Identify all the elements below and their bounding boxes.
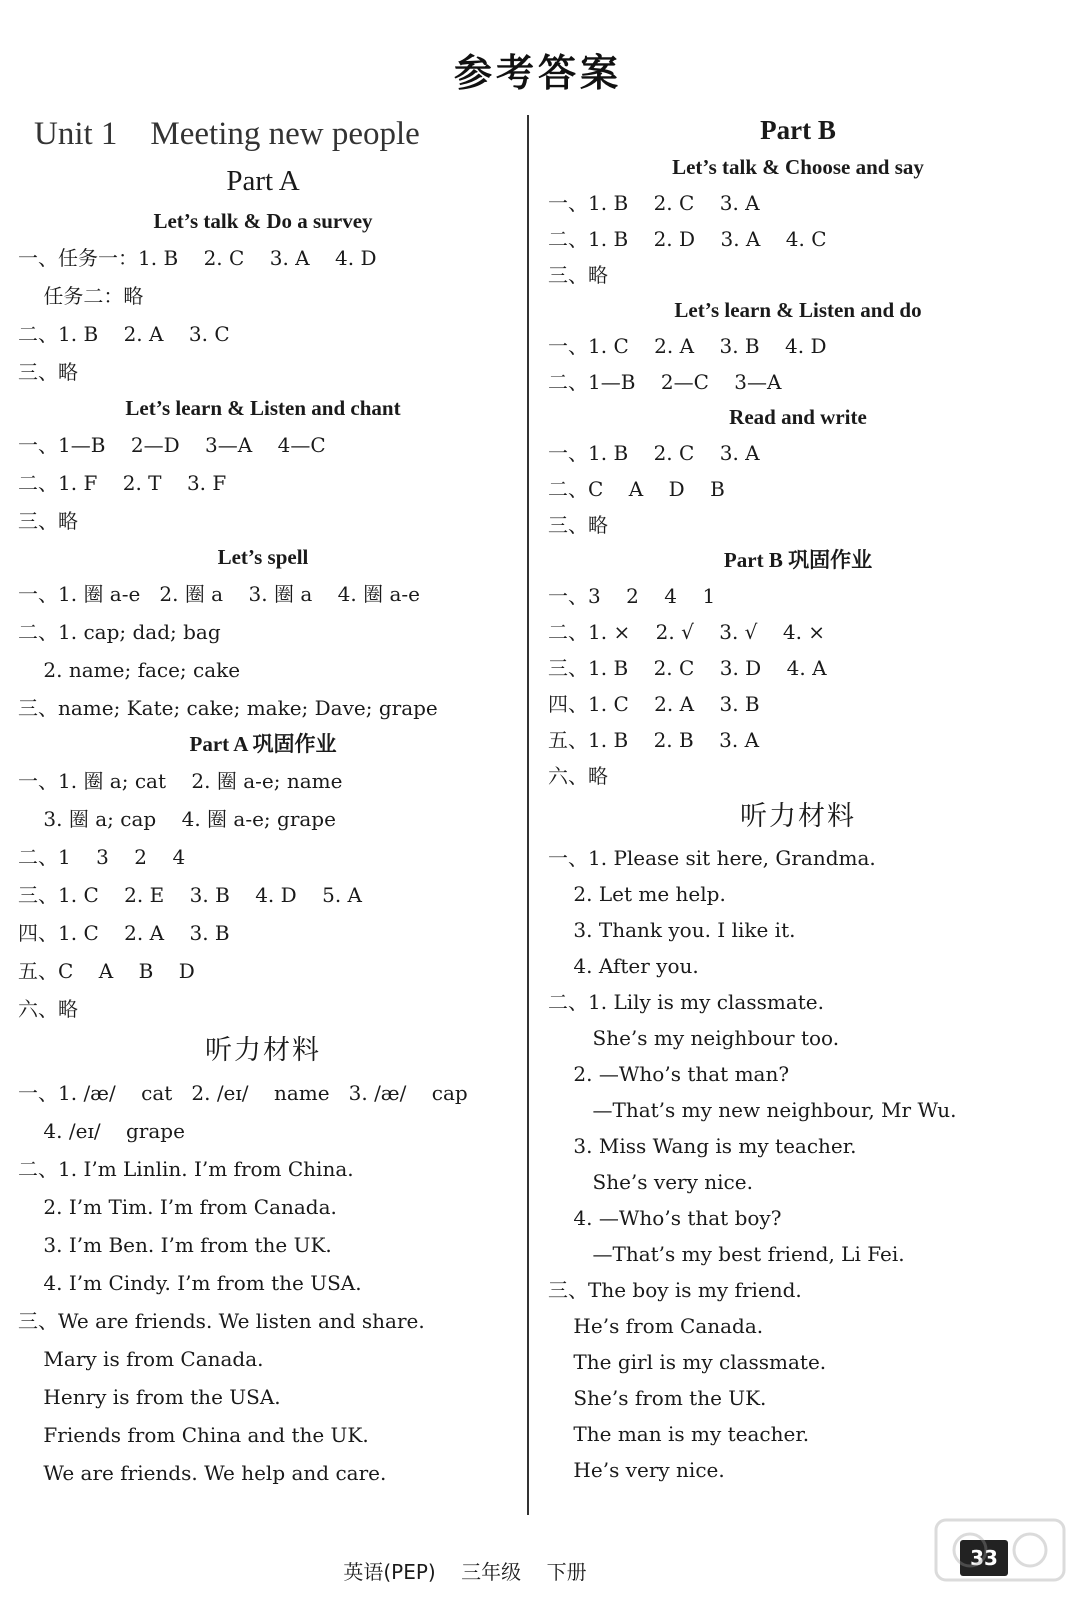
answer-line: She’s very nice. (548, 1170, 753, 1194)
answer-group (18, 1074, 508, 1492)
answer-line: She’s my neighbour too. (548, 1026, 840, 1050)
section-heading: Let’s spell (217, 545, 309, 569)
unit-title: Unit 1 Meeting new people (34, 116, 420, 152)
answer-line: 二、1—B 2—C 3—A (548, 370, 782, 394)
listening-heading: 听力材料 (740, 801, 856, 832)
answer-group (548, 328, 1048, 400)
page-title: 参考答案 (453, 51, 622, 95)
answer-group (548, 578, 1048, 794)
section-heading: Let’s learn & Listen and do (674, 298, 922, 322)
section-heading: Part A 巩固作业 (189, 732, 337, 756)
watermark-logo-icon (930, 1510, 1070, 1590)
answer-line: 3. 圈 a; cap 4. 圈 a-e; grape (18, 807, 336, 831)
answer-line: 三、We are friends. We listen and share. (18, 1309, 425, 1333)
answer-line: —That’s my new neighbour, Mr Wu. (548, 1098, 957, 1122)
page-number: 33 (960, 1540, 1008, 1576)
answer-line: 任务二：略 (18, 284, 144, 308)
answer-line: 五、1. B 2. B 3. A (548, 728, 760, 752)
answer-line: 2. name; face; cake (18, 658, 241, 682)
answer-line: 一、3 2 4 1 (548, 584, 716, 608)
answer-line: 3. I’m Ben. I’m from the UK. (18, 1233, 332, 1257)
section-heading: Let’s learn & Listen and chant (125, 396, 401, 420)
answer-line: She’s from the UK. (548, 1386, 767, 1410)
section-heading: Let’s talk & Choose and say (672, 155, 924, 179)
answer-line: Friends from China and the UK. (18, 1423, 369, 1447)
answer-line: 二、1. B 2. A 3. C (18, 322, 230, 346)
answer-line: —That’s my best friend, Li Fei. (548, 1242, 905, 1266)
answer-line: Mary is from Canada. (18, 1347, 264, 1371)
answer-line: 三、1. B 2. C 3. D 4. A (548, 656, 827, 680)
answer-line: The girl is my classmate. (548, 1350, 827, 1374)
answer-line: 一、任务一：1. B 2. C 3. A 4. D (18, 246, 377, 270)
answer-line: 三、略 (548, 513, 608, 537)
answer-group (18, 239, 508, 391)
section-heading: Let’s talk & Do a survey (153, 209, 373, 233)
answer-line: 三、略 (18, 509, 78, 533)
answer-line: 五、C A B D (18, 959, 195, 983)
part-b-heading: Part B (760, 115, 836, 145)
answer-line: 4. —Who’s that boy? (548, 1206, 782, 1230)
answer-line: 二、1. F 2. T 3. F (18, 471, 227, 495)
answer-line: 四、1. C 2. A 3. B (18, 921, 230, 945)
column-divider (527, 115, 529, 1515)
answer-line: The man is my teacher. (548, 1422, 810, 1446)
answer-group (548, 435, 1048, 543)
answer-group (18, 575, 508, 727)
answer-line: 二、1. Lily is my classmate. (548, 990, 824, 1014)
answer-line: Henry is from the USA. (18, 1385, 281, 1409)
answer-line: 一、1. 圈 a-e 2. 圈 a 3. 圈 a 4. 圈 a-e (18, 582, 421, 606)
answer-line: 三、The boy is my friend. (548, 1278, 802, 1302)
answer-line: 一、1. B 2. C 3. A (548, 441, 760, 465)
answer-line: 二、1. cap; dad; bag (18, 620, 221, 644)
left-column (18, 110, 508, 1492)
answer-line: 2. Let me help. (548, 882, 726, 906)
answer-line: 一、1. 圈 a; cat 2. 圈 a-e; name (18, 769, 343, 793)
right-column (548, 110, 1048, 1488)
answer-line: 三、略 (548, 263, 608, 287)
answer-line: 四、1. C 2. A 3. B (548, 692, 760, 716)
section-heading: Read and write (729, 405, 867, 429)
answer-line: 3. Thank you. I like it. (548, 918, 796, 942)
answer-line: 二、1 3 2 4 (18, 845, 186, 869)
answer-line: 三、name; Kate; cake; make; Dave; grape (18, 696, 438, 720)
answer-line: 二、1. I’m Linlin. I’m from China. (18, 1157, 354, 1181)
answer-group (18, 426, 508, 540)
answer-line: 一、1. C 2. A 3. B 4. D (548, 334, 827, 358)
answer-line: 一、1. B 2. C 3. A (548, 191, 760, 215)
answer-line: We are friends. We help and care. (18, 1461, 387, 1485)
section-heading: Part B 巩固作业 (723, 548, 873, 572)
answer-line: 一、1—B 2—D 3—A 4—C (18, 433, 326, 457)
answer-line: 六、略 (548, 764, 608, 788)
answer-line: 二、C A D B (548, 477, 725, 501)
answer-line: 4. I’m Cindy. I’m from the USA. (18, 1271, 362, 1295)
answer-group (18, 762, 508, 1028)
answer-line: He’s from Canada. (548, 1314, 764, 1338)
answer-line: 三、略 (18, 360, 78, 384)
answer-line: 2. —Who’s that man? (548, 1062, 790, 1086)
answer-line: 一、1. /æ/ cat 2. /eɪ/ name 3. /æ/ cap (18, 1081, 468, 1105)
answer-line: 二、1. × 2. √ 3. √ 4. × (548, 620, 826, 644)
footer-book-info: 英语(PEP) 三年级 下册 (343, 1560, 587, 1584)
answer-group (548, 185, 1048, 293)
answer-line: 3. Miss Wang is my teacher. (548, 1134, 857, 1158)
answer-line: 三、1. C 2. E 3. B 4. D 5. A (18, 883, 362, 907)
answer-line: 六、略 (18, 997, 78, 1021)
answer-line: 2. I’m Tim. I’m from Canada. (18, 1195, 337, 1219)
answer-line: 4. After you. (548, 954, 699, 978)
answer-group (548, 840, 1048, 1488)
answer-line: He’s very nice. (548, 1458, 725, 1482)
answer-line: 4. /eɪ/ grape (18, 1119, 185, 1143)
listening-heading: 听力材料 (205, 1035, 321, 1066)
answer-line: 一、1. Please sit here, Grandma. (548, 846, 876, 870)
part-a-heading: Part A (226, 165, 300, 197)
answer-line: 二、1. B 2. D 3. A 4. C (548, 227, 827, 251)
